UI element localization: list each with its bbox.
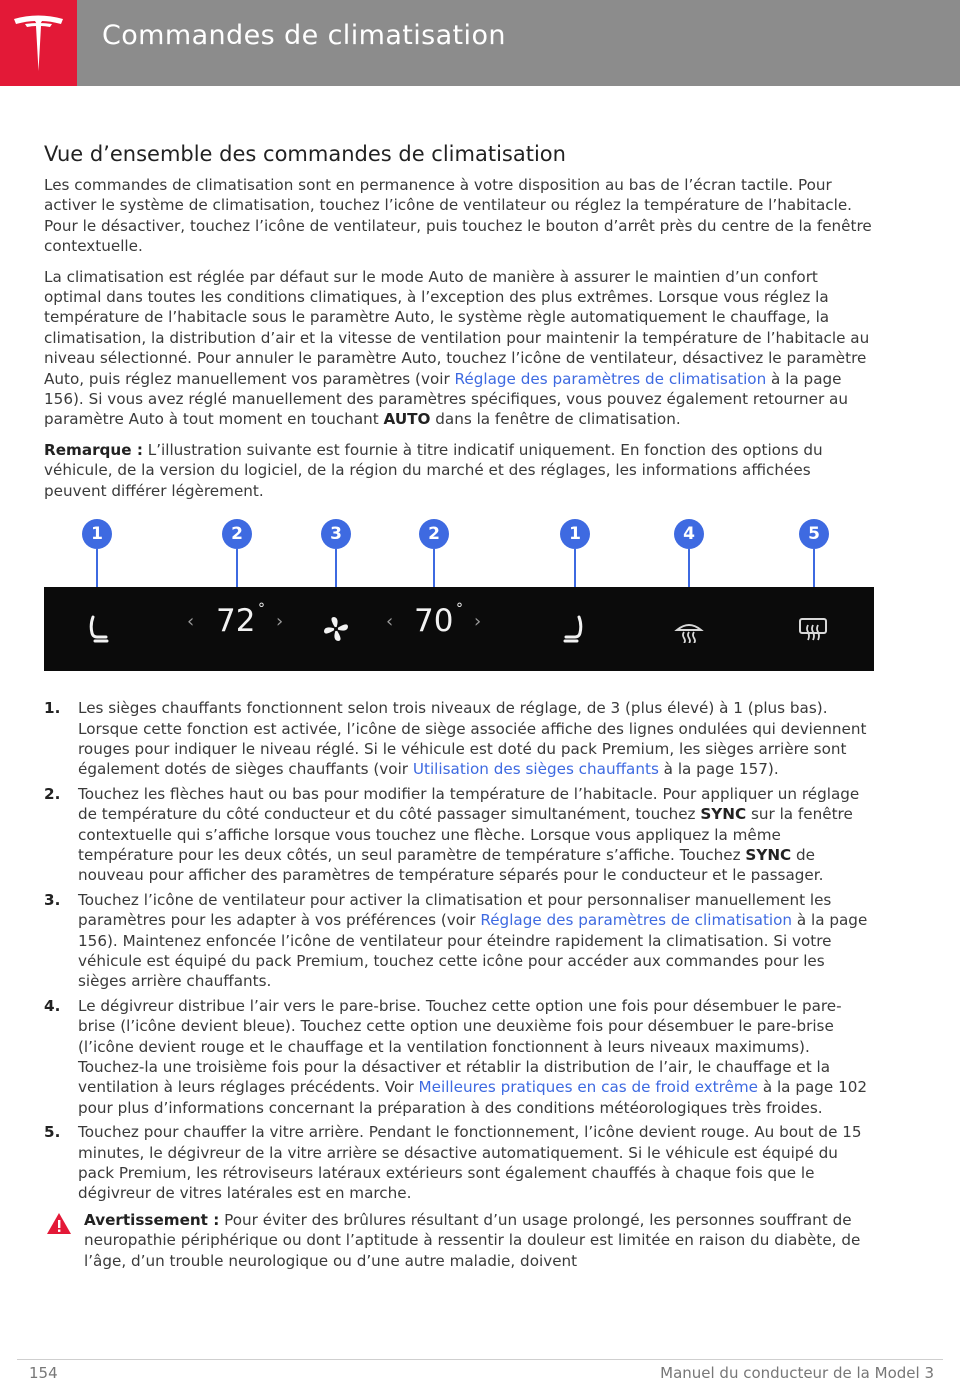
rear-defrost-icon[interactable] xyxy=(798,617,828,643)
callout-leader xyxy=(335,549,337,589)
callout-leader xyxy=(813,549,815,589)
climate-control-bar xyxy=(44,587,874,671)
climate-settings-link-2[interactable]: Réglage des paramètres de climatisation xyxy=(480,911,793,930)
temp-right-degree: ° xyxy=(456,601,463,618)
list-item: 5. Touchez pour chauffer la vitre arrière. Pendant le fonctionnement, l’icône devient rouge. Au bout de 15 minutes, le dégivreur de la vitre arrière se désactive automatiquement. Si le véhicule est équipé du pack Premium, les rétroviseurs latéraux extérieurs sont également chauffés à chaque fois que le dégivreur de vitres latérales est en marche. xyxy=(44,1123,862,1203)
section-heading: Vue d’ensemble des commandes de climatisation xyxy=(44,142,566,166)
sync-keyword: SYNC xyxy=(700,805,747,824)
feature-list xyxy=(44,698,874,1204)
seat-heater-right-icon[interactable] xyxy=(562,615,586,645)
tesla-logo xyxy=(0,0,77,86)
tesla-logo-icon xyxy=(12,13,65,73)
temp-left-degree: ° xyxy=(258,601,265,618)
temp-right-up-arrow[interactable]: › xyxy=(474,611,482,633)
callout-leader xyxy=(688,549,690,589)
seat-heater-left-icon[interactable] xyxy=(86,615,110,645)
callout-leader xyxy=(433,549,435,589)
temp-left-down-arrow[interactable]: ‹ xyxy=(187,611,195,633)
front-defrost-icon[interactable] xyxy=(674,619,704,643)
auto-mode-paragraph: La climatisation est réglée par défaut sur le mode Auto de manière à assurer le maintien d’un confort optimal dans toutes les conditions climatiques, à l’exception des plus extrêmes. Lorsque vous réglez la température de l’habitacle sous le paramètre Auto, le système règle automatiquement le chauffage, la climatisation, la distribution d’air et la vitesse de ventilation pour maintenir la température de l’habitacle au niveau sélectionné. Pour annuler le paramètre Auto, touchez l’icône de ventilateur, désactivez le paramètre Auto, puis réglez manuellement vos paramètres (voir Réglage des paramètres de climatisation à la page 156). Si vous avez réglé manuellement des paramètres spécifiques, vous pouvez également retourner au paramètre Auto à tout moment en touchant AUTO dans la fenêtre de climatisation. xyxy=(44,267,870,429)
page-title: Commandes de climatisation xyxy=(102,20,506,51)
callout-leader xyxy=(574,549,576,589)
warning-triangle-icon xyxy=(46,1212,72,1235)
main-content xyxy=(44,142,874,1281)
callout-seat-heater-left: 1 xyxy=(82,519,112,549)
list-item: 2. Touchez les flèches haut ou bas pour modifier la température de l’habitacle. Pour appliquer un réglage de température du côté conducteur et du côté passager simultanément, touchez SYNC sur la fenêtre contextuelle qui s’affiche lorsque vous touchez une flèche. Lorsque vous appliquez la même température pour les deux côtés, un seul paramètre de température s’affiche. Touchez SYNC de nouveau pour afficher des paramètres de température séparés pour le conducteur et le passager. xyxy=(44,784,860,885)
climate-settings-link[interactable]: Réglage des paramètres de climatisation xyxy=(454,369,767,388)
temp-right-value: 70 xyxy=(414,603,454,640)
callout-front-defrost: 4 xyxy=(674,519,704,549)
fan-icon[interactable] xyxy=(322,615,350,643)
note-label: Remarque : xyxy=(44,440,143,459)
warning-label: Avertissement : xyxy=(84,1210,220,1229)
intro-paragraph: Les commandes de climatisation sont en permanence à votre disposition au bas de l’écran tactile. Pour activer le système de climatisation, touchez l’icône de ventilateur ou réglez la température de l’habitacle. Pour le désactiver, touchez l’icône de ventilateur, puis touchez le bouton d’arrêt près du centre de la fenêtre contextuelle. xyxy=(44,176,872,256)
cold-weather-link[interactable]: Meilleures pratiques en cas de froid extrême xyxy=(418,1078,758,1097)
sync-keyword: SYNC xyxy=(745,845,792,864)
callout-rear-defrost: 5 xyxy=(799,519,829,549)
warning-block: Avertissement : Pour éviter des brûlures résultant d’un usage prolongé, les personnes souffrant de neuropathie périphérique ou dont l’aptitude à ressentir la douleur est limitée en raison du diabète, de l’âge, d’un trouble neurologique ou d’une autre maladie, doivent xyxy=(44,1210,874,1271)
manual-title: Manuel du conducteur de la Model 3 xyxy=(660,1364,934,1382)
callout-leader xyxy=(236,549,238,589)
temp-left-up-arrow[interactable]: › xyxy=(276,611,284,633)
callout-temp-right: 2 xyxy=(419,519,449,549)
auto-keyword: AUTO xyxy=(383,410,431,429)
callout-leader xyxy=(96,549,98,589)
heated-seats-link[interactable]: Utilisation des sièges chauffants xyxy=(412,760,659,779)
callout-temp-left: 2 xyxy=(222,519,252,549)
page-number: 154 xyxy=(29,1364,58,1382)
callout-fan: 3 xyxy=(321,519,351,549)
climate-bar-figure xyxy=(44,519,874,681)
page-header xyxy=(0,0,960,86)
list-item: 1. Les sièges chauffants fonctionnent selon trois niveaux de réglage, de 3 (plus élevé) à 1 (plus bas). Lorsque cette fonction est activée, l’icône de siège associée affiche des lignes ondulées qui deviennent rouges pour indiquer le niveau réglé. Si le véhicule est doté du pack Premium, les sièges arrière sont également dotés de sièges chauffants (voir Utilisation des sièges chauffants à la page 157). xyxy=(44,699,867,779)
temp-right-down-arrow[interactable]: ‹ xyxy=(386,611,394,633)
callout-seat-heater-right: 1 xyxy=(560,519,590,549)
temp-left-value: 72 xyxy=(216,603,256,640)
note-paragraph: Remarque : L’illustration suivante est fournie à titre indicatif uniquement. En fonction des options du véhicule, de la version du logiciel, de la région du marché et des réglages, les informations affichées peuvent différer légèrement. xyxy=(44,440,823,500)
list-item: 4. Le dégivreur distribue l’air vers le pare-brise. Touchez cette option une fois pour désembuer le pare-brise (l’icône devient bleue). Touchez cette option une deuxième fois pour désembuer le pare-brise (l’icône devient rouge et le chauffage et la ventilation fonctionnent à leurs niveaux maximums). Touchez-la une troisième fois pour la désactiver et rétablir la distribution de l’air, le chauffage et la ventilation à leurs réglages précédents. Voir Meilleures pratiques en cas de froid extrême à la page 102 pour plus d’informations concernant la préparation à des conditions météorologiques très froides. xyxy=(44,996,868,1117)
list-item: 3. Touchez l’icône de ventilateur pour activer la climatisation et pour personnaliser manuellement les paramètres pour les adapter à vos préférences (voir Réglage des paramètres de climatisation à la page 156). Maintenez enfoncée l’icône de ventilateur pour éteindre rapidement la climatisation. Si votre véhicule est équipé du pack Premium, touchez cette icône pour accéder aux commandes pour les sièges arrière chauffants. xyxy=(44,890,868,991)
footer-divider xyxy=(17,1359,943,1360)
